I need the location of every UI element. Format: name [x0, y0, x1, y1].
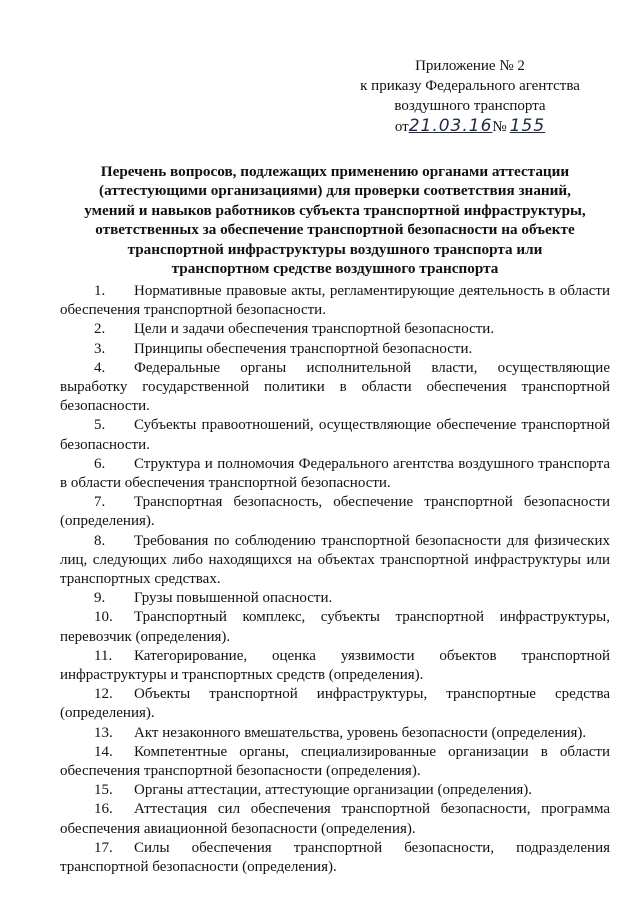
item-number: 2.	[94, 321, 106, 338]
list-item	[60, 493, 610, 531]
title-line: умений и навыков работников субъекта транспортной инфраструктуры,	[84, 201, 586, 219]
item-text: Транспортная безопасность, обеспечение транспортной безопасности (определения).	[60, 494, 610, 530]
item-text: Органы аттестации, аттестующие организации (определения).	[134, 782, 533, 799]
item-number: 12.	[94, 686, 113, 703]
item-number: 4.	[94, 359, 106, 376]
item-number: 14.	[94, 743, 113, 760]
list-item	[60, 282, 610, 320]
item-text: Принципы обеспечения транспортной безопасности.	[134, 340, 473, 357]
item-number: 6.	[94, 455, 106, 472]
item-text: Структура и полномочия Федерального агентства воздушного транспорта в области обеспечения транспортной безопасности.	[60, 455, 610, 492]
list-item	[60, 647, 610, 685]
list-item	[60, 416, 610, 454]
list-item	[60, 589, 610, 608]
list-item	[60, 608, 610, 646]
item-text: Грузы повышенной опасности.	[134, 590, 333, 607]
item-number: 8.	[94, 532, 106, 549]
document-title	[60, 162, 610, 278]
list-item	[60, 685, 610, 723]
item-number: 15.	[94, 782, 113, 799]
date-prefix: от	[394, 119, 409, 135]
appendix-title: Приложение № 2	[415, 58, 525, 74]
title-line: транспортной инфраструктуры воздушного транспорта или	[127, 240, 543, 258]
appendix-order-ref: к приказу Федерального агентства	[360, 78, 580, 94]
list-item	[60, 455, 610, 493]
handwritten-date: 21.03.16	[408, 116, 493, 136]
item-number: 7.	[94, 494, 106, 511]
appendix-agency: воздушного транспорта	[394, 98, 546, 114]
item-text: Акт незаконного вмешательства, уровень безопасности (определения).	[134, 724, 587, 741]
item-text: Объекты транспортной инфраструктуры, транспортные средства (определения).	[60, 686, 610, 722]
list-item	[60, 839, 610, 877]
item-number: 13.	[94, 724, 113, 741]
list-item	[60, 320, 610, 339]
title-line: (аттестующими организациями) для проверки соответствия знаний,	[99, 182, 571, 200]
list-item	[60, 724, 610, 743]
list-item	[60, 781, 610, 800]
item-number: 10.	[94, 609, 113, 626]
item-text: Субъекты правоотношений, осуществляющие обеспечение транспортной безопасности.	[60, 417, 610, 453]
item-text: Нормативные правовые акты, регламентирующие деятельность в области обеспечения транспортной безопасности.	[60, 283, 610, 319]
item-text: Компетентные органы, специализированные организации в области обеспечения транспортной безопасности (определения).	[60, 743, 610, 780]
item-text: Транспортный комплекс, субъекты транспортной инфраструктуры, перевозчик (определения).	[60, 609, 610, 645]
item-text: Требования по соблюдению транспортной безопасности для физических лиц, следующих либо находящихся на объектах транспортной инфраструктуры или транспортных средствах.	[60, 532, 610, 588]
item-number: 17.	[94, 839, 113, 856]
item-number: 3.	[94, 340, 106, 357]
item-number: 16.	[94, 801, 113, 818]
list-item	[60, 532, 610, 590]
appendix-date-line	[330, 116, 610, 137]
item-number: 1.	[94, 283, 106, 299]
item-text: Категорирование, оценка уязвимости объектов транспортной инфраструктуры и транспортных средств (определения).	[60, 647, 610, 684]
appendix-header	[330, 56, 610, 137]
questions-list	[60, 282, 610, 877]
list-item	[60, 800, 610, 838]
item-number: 11.	[94, 647, 113, 664]
item-text: Силы обеспечения транспортной безопасности, подразделения транспортной безопасности (определения).	[60, 839, 610, 876]
list-item	[60, 743, 610, 781]
handwritten-number: 155	[509, 116, 546, 136]
item-text: Федеральные органы исполнительной власти, осуществляющие выработку государственной политики в области обеспечения транспортной безопасности.	[60, 359, 610, 415]
item-text: Аттестация сил обеспечения транспортной безопасности, программа обеспечения авиационной безопасности (определения).	[60, 801, 610, 837]
list-item	[60, 340, 610, 359]
number-prefix: №	[492, 119, 507, 135]
item-number: 9.	[94, 590, 106, 607]
item-number: 5.	[94, 417, 106, 434]
title-line: ответственных за обеспечение транспортной безопасности на объекте	[95, 221, 575, 239]
list-item	[60, 359, 610, 417]
item-text: Цели и задачи обеспечения транспортной безопасности.	[134, 321, 495, 338]
title-line: Перечень вопросов, подлежащих применению органами аттестации	[100, 163, 570, 180]
title-line: транспортном средстве воздушного транспорта	[171, 260, 499, 278]
